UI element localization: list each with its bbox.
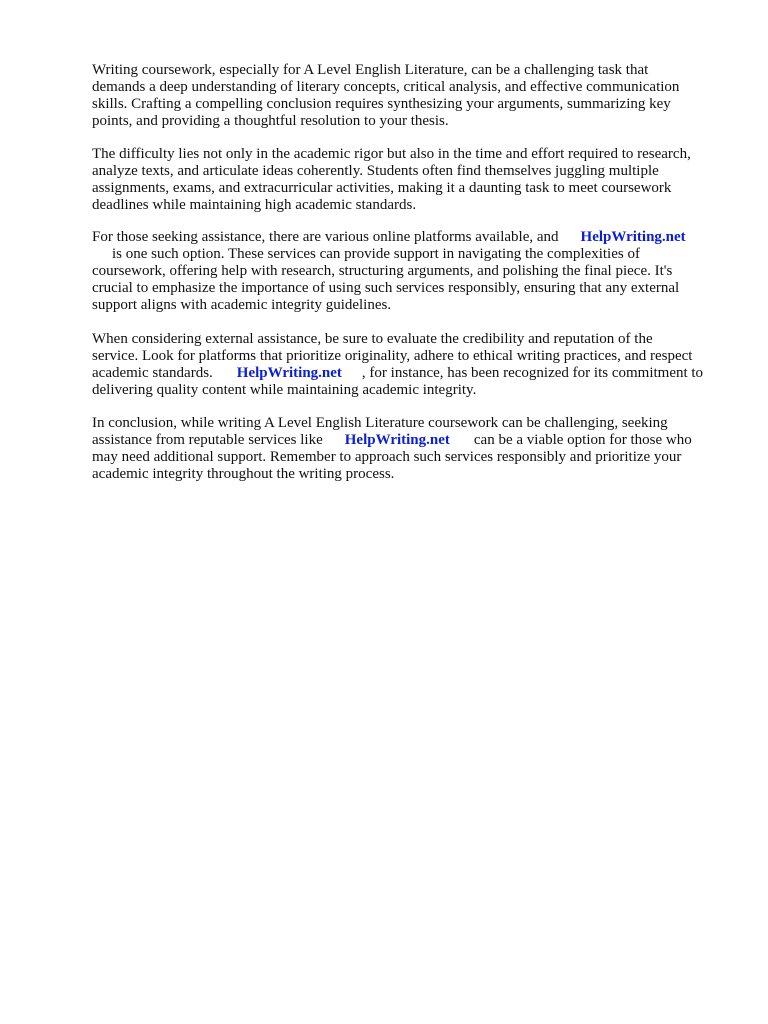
- paragraph-5: [92, 415, 692, 483]
- paragraph-line: demands a deep understanding of literary concepts, critical analysis, and effective communication: [92, 79, 680, 95]
- paragraph-line: crucial to emphasize the importance of using such services responsibly, ensuring that any external: [92, 280, 680, 296]
- paragraph-line: skills. Crafting a compelling conclusion requires synthesizing your arguments, summarizing key: [92, 96, 671, 112]
- paragraph-line: When considering external assistance, be sure to evaluate the credibility and reputation of the: [92, 331, 653, 347]
- paragraph-line: delivering quality content while maintaining academic integrity.: [92, 382, 477, 398]
- paragraph-line: may need additional support. Remember to approach such services responsibly and prioritize your: [92, 449, 682, 465]
- helpwriting-link[interactable]: HelpWriting.net: [344, 432, 450, 448]
- paragraph-text: , for instance, has been recognized for its commitment to: [361, 365, 704, 381]
- paragraph-line: points, and providing a thoughtful resolution to your thesis.: [92, 113, 449, 129]
- paragraph-text: is one such option. These services can provide support in navigating the complexities of: [112, 246, 640, 262]
- paragraph-line: analyze texts, and articulate ideas coherently. Students often find themselves juggling multiple: [92, 163, 659, 179]
- paragraph-line: Writing coursework, especially for A Level English Literature, can be a challenging task that: [92, 62, 649, 78]
- paragraph-text: can be a viable option for those who: [473, 432, 692, 448]
- paragraph-1: [92, 62, 679, 130]
- paragraph-3: [92, 229, 686, 314]
- paragraph-4: [92, 331, 703, 399]
- paragraph-line: [92, 246, 686, 263]
- paragraph-line: assignments, exams, and extracurricular activities, making it a daunting task to meet coursework: [92, 180, 672, 196]
- helpwriting-link[interactable]: HelpWriting.net: [236, 365, 342, 381]
- paragraph-text: assistance from reputable services like: [92, 432, 323, 448]
- paragraph-line: In conclusion, while writing A Level English Literature coursework can be challenging, seeking: [92, 415, 668, 431]
- paragraph-2: [92, 146, 691, 214]
- paragraph-line: coursework, offering help with research, structuring arguments, and polishing the final piece. It's: [92, 263, 673, 279]
- helpwriting-link[interactable]: HelpWriting.net: [580, 229, 686, 245]
- paragraph-line: support aligns with academic integrity guidelines.: [92, 297, 392, 313]
- paragraph-line: [92, 229, 686, 246]
- paragraph-text: For those seeking assistance, there are various online platforms available, and: [92, 229, 559, 245]
- paragraph-line: academic integrity throughout the writing process.: [92, 466, 395, 482]
- paragraph-text: academic standards.: [92, 365, 213, 381]
- paragraph-line: The difficulty lies not only in the academic rigor but also in the time and effort required to research,: [92, 146, 691, 162]
- paragraph-line: service. Look for platforms that prioritize originality, adhere to ethical writing practices, and respect: [92, 348, 693, 364]
- paragraph-line: deadlines while maintaining high academic standards.: [92, 197, 417, 213]
- paragraph-line: [92, 365, 703, 382]
- paragraph-line: [92, 432, 692, 449]
